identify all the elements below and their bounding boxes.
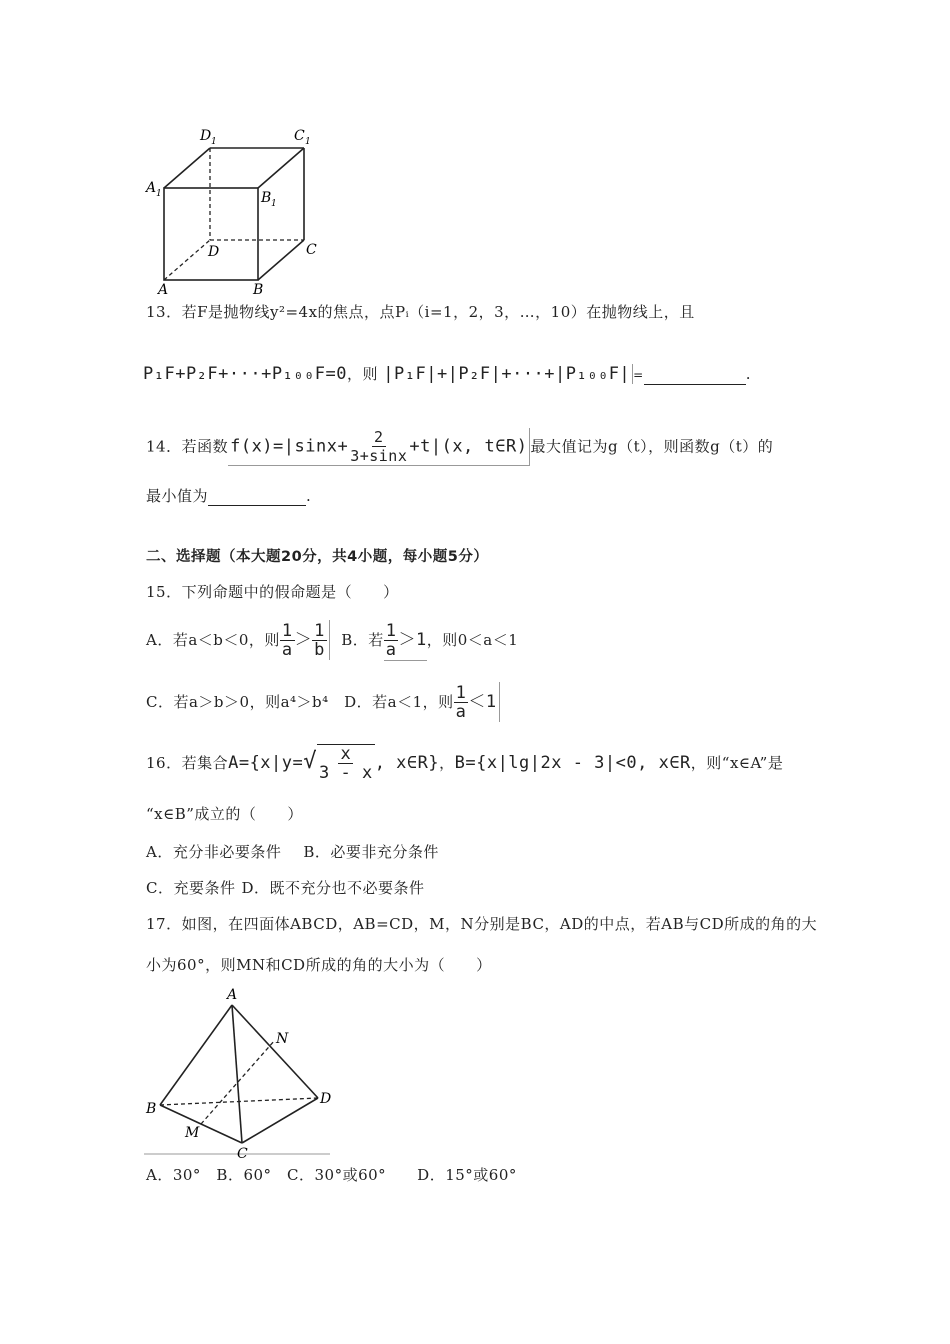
q13-line1: 13．若F是抛物线y²=4x的焦点，点Pᵢ（i=1，2，3，…，10）在抛物线上，且: [146, 303, 695, 321]
q14-func-rhs: +t|(x, t∈R): [409, 436, 528, 457]
q16-sqrt-den: 3 - x: [319, 763, 373, 783]
q16-sqrt-frac: [317, 744, 375, 782]
q14-answer-blank[interactable]: [208, 489, 306, 506]
q16-line2: “x∈B”成立的（ ）: [146, 805, 303, 823]
q16-option-b: B．必要非充分条件: [303, 843, 439, 861]
q16-options-cd: [146, 878, 425, 898]
q15-d-op: ＜1: [468, 692, 497, 712]
q15-d-f-den: a: [455, 701, 467, 722]
q15-option-cd-text: C．若a＞b＞0，则a⁴＞b⁴ D．若a＜1，则: [146, 693, 454, 711]
label-C: C: [306, 242, 317, 258]
tetra-label-C: C: [237, 1146, 248, 1160]
q16-prefix: 16．若集合: [146, 754, 229, 772]
q15-option-a-text: A．若a＜b＜0，则: [146, 631, 280, 649]
q16-set-a-head: A={x|y=: [228, 753, 304, 773]
tetra-label-M: M: [185, 1125, 200, 1141]
q14-line2: [146, 486, 311, 506]
q17-line2: 小为60°，则MN和CD所成的角的大小为（ ）: [146, 956, 492, 974]
label-B1-sub: 1: [271, 199, 277, 209]
q15-b-op: ＞1: [398, 630, 427, 650]
q15-d-f-num: 1: [455, 682, 467, 703]
tetrahedron-figure: [140, 985, 340, 1160]
q14-fraction: [348, 428, 409, 465]
tetra-label-D: D: [320, 1091, 332, 1107]
q16-set-a-tail: , x∈R}: [374, 753, 440, 773]
q13-end: .: [745, 365, 752, 383]
q15-options-cd: [146, 682, 500, 722]
label-D: D: [208, 244, 220, 260]
q15-option-b-text: B．若: [341, 631, 384, 649]
q13-abs-sum: |P₁F|+|P₂F|+···+|P₁₀₀F|: [383, 364, 633, 384]
q16-line1: [146, 740, 783, 784]
tetra-label-A: A: [227, 987, 238, 1003]
q15-options-ab: [146, 620, 518, 660]
q16-option-c: C．充要条件: [146, 879, 236, 897]
tetra-label-B: B: [146, 1101, 157, 1117]
section2-title: 二、选择题（本大题20分，共4小题，每小题5分）: [146, 549, 489, 565]
q16-suffix: ，则“x∈A”是: [690, 754, 784, 772]
label-B1: B: [261, 190, 272, 206]
q14-prefix: 14．若函数: [146, 437, 229, 456]
label-A1: A: [146, 180, 157, 196]
q16-option-a: A．充分非必要条件: [146, 843, 282, 861]
label-A1-sub: 1: [156, 189, 162, 199]
q15-b-f-den: a: [385, 639, 397, 660]
q14-function: [228, 428, 530, 466]
q17-options: A．30° B．60° C．30°或60° D．15°或60°: [146, 1166, 517, 1184]
label-D1-sub: 1: [211, 137, 217, 147]
q14-frac-num: 2: [374, 428, 384, 446]
q14-frac-den: 3+sinx: [350, 447, 408, 465]
q15-a-op: ＞: [294, 630, 313, 650]
q16-set-a: [228, 744, 440, 783]
label-A: A: [158, 282, 169, 298]
label-B: B: [253, 282, 264, 298]
q13-vector-sum: P₁F+P₂F+···+P₁₀₀F=0: [143, 364, 347, 384]
label-C1-sub: 1: [305, 137, 311, 147]
q15-option-d-math: [454, 682, 500, 722]
q15-a-f2-den: b: [314, 639, 325, 660]
q13-eq: =: [633, 368, 644, 382]
q16-sqrt-sign: √: [303, 749, 317, 774]
tetra-label-N: N: [276, 1031, 289, 1047]
label-C1: C: [294, 128, 305, 144]
q15-a-f2-num: 1: [314, 620, 325, 641]
q15-b-f-num: 1: [385, 620, 397, 641]
q15-option-b-math: [384, 620, 427, 661]
q16-comma: ，: [439, 754, 455, 772]
q13-line2: [143, 364, 751, 385]
q14-suffix: 最大值记为g（t），则函数g（t）的: [530, 437, 774, 456]
q15-a-f1-den: a: [281, 639, 293, 660]
q15-option-a-math: [280, 620, 330, 660]
q14-line2-text: 最小值为: [146, 487, 209, 505]
q14-func-lhs: f(x)=|sinx+: [230, 436, 349, 457]
cube-figure: [140, 118, 330, 298]
q16-options-ab: [146, 842, 439, 862]
q15-stem: 15．下列命题中的假命题是（ ）: [146, 583, 399, 601]
q15-option-b-tail: ，则0＜a＜1: [426, 631, 519, 649]
q15-a-f1-num: 1: [281, 620, 293, 641]
q13-answer-blank[interactable]: [644, 368, 746, 385]
q17-line1: 17．如图，在四面体ABCD，AB=CD，M，N分别是BC，AD的中点，若AB与CD所成的角的大: [146, 915, 818, 933]
label-D1: D: [200, 128, 212, 144]
q14-end: .: [306, 487, 312, 505]
q14-line1: [146, 428, 774, 465]
q16-sqrt-num: x: [340, 744, 352, 764]
q16-set-b: B={x|lg|2x - 3|<0, x∈R: [454, 753, 691, 773]
q16-option-d: D．既不充分也不必要条件: [241, 879, 425, 897]
q13-then: ，则: [346, 365, 378, 383]
